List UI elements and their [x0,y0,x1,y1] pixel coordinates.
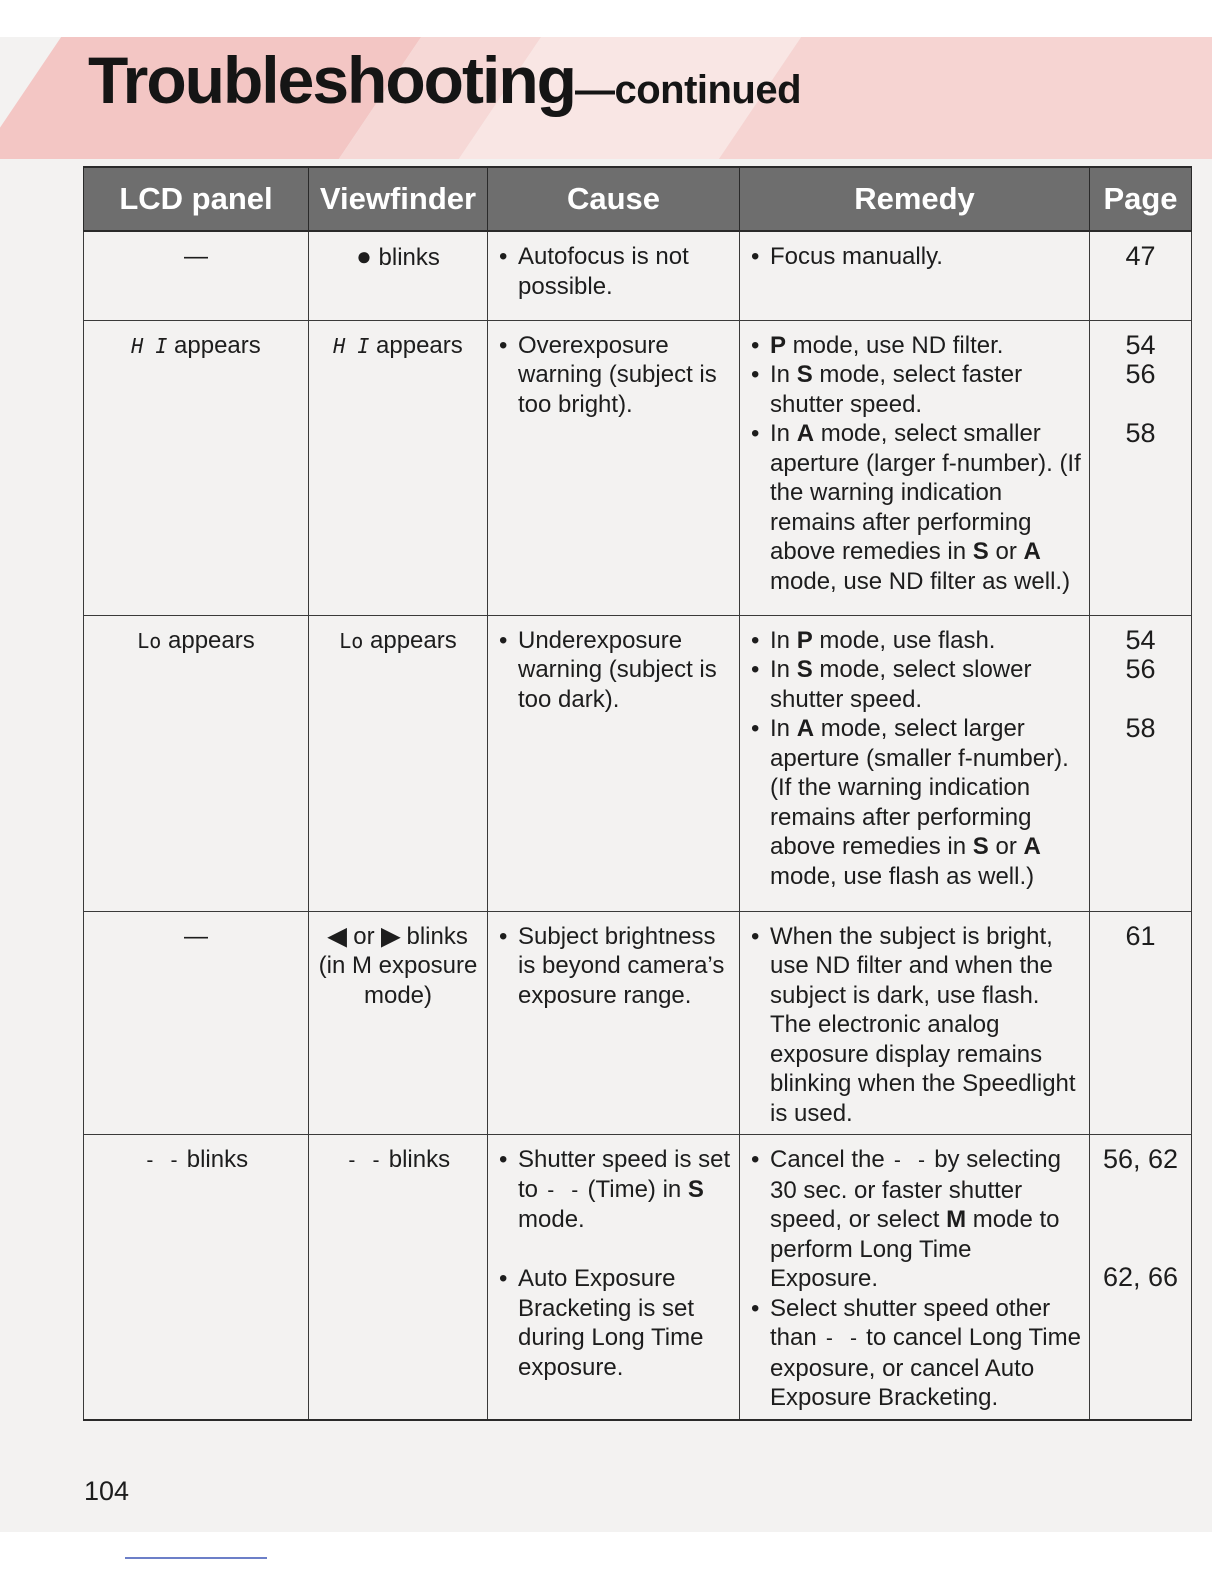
time-symbol-icon: - - [823,1326,860,1350]
bottom-rule [125,1557,267,1559]
remedy-text: by selecting 30 sec. or faster shutter speed, or select [770,1146,1061,1233]
remedy-text: mode, select faster shutter speed. [770,361,1023,418]
page-ref: 56 [1125,654,1156,684]
lcd-cell [84,320,309,615]
lcd-cell [84,615,309,911]
cause-item: • Autofocus is not possible. [496,242,735,301]
remedy-text: mode, use flash. [812,626,996,654]
lcd-cell [84,1135,309,1420]
mode-letter: P [796,626,813,654]
viewfinder-note: (in M exposure mode) [318,952,478,1009]
hi-symbol-icon: H I [131,333,168,358]
focus-dot-icon: ● [356,241,372,271]
remedy-text: mode, select larger aperture (smaller f-number). (If the warning indication remains after performing above remedies in [770,715,1069,860]
remedy-text: Select shutter speed other than [770,1294,1051,1351]
page-ref: 54 [1125,329,1156,360]
page-ref: 58 [1125,713,1156,743]
page-title [88,42,801,118]
viewfinder-cell [309,320,488,615]
viewfinder-text: blinks [399,922,468,950]
lo-symbol-icon: Lo [137,628,162,653]
cause-cell [488,1135,740,1420]
remedy-item [748,626,1085,656]
mode-letter: S [687,1175,704,1203]
header-viewfinder: Viewfinder [309,167,488,231]
page-cell [1090,320,1192,615]
lcd-cell [84,911,309,1135]
remedy-cell [740,1135,1090,1420]
table-row [84,615,1192,911]
remedy-item [748,714,1085,891]
mode-letter: A [1023,538,1041,565]
remedy-text: mode, use ND filter as well.) [770,567,1071,595]
cause-text: Shutter speed is set to [518,1146,731,1203]
header-lcd-panel: LCD panel [84,167,309,231]
remedy-text: In [770,361,797,388]
remedy-item [748,331,1085,361]
mode-letter: P [770,331,787,359]
page-title-suffix: —continued [574,68,802,112]
cause-text: (Time) in [580,1175,688,1203]
time-symbol-icon: - - [143,1148,181,1172]
viewfinder-text: appears [363,626,457,654]
viewfinder-cell [309,231,488,320]
lcd-text: blinks [180,1146,249,1173]
mode-letter: S [972,833,989,860]
page-ref: 58 [1125,418,1156,448]
remedy-text: or [988,833,1024,860]
page-ref: 47 [1125,241,1156,271]
mode-letter: A [796,420,815,447]
page-ref: 56, 62 [1102,1144,1179,1174]
remedy-item: • Focus manually. [748,242,1085,272]
table-row [84,1135,1192,1420]
time-symbol-icon: - - [544,1177,581,1202]
remedy-item [748,419,1085,596]
viewfinder-cell [309,615,488,911]
viewfinder-cell [309,911,488,1135]
remedy-text: to cancel Long Time exposure, or cancel Auto Exposure Bracketing. [770,1324,1081,1411]
lcd-text: appears [167,331,261,359]
remedy-text: mode to perform Long Time Exposure. [770,1206,1060,1292]
remedy-item [748,1145,1085,1294]
page-ref: 62, 66 [1102,1262,1179,1292]
page-cell [1090,231,1192,320]
table-row [84,911,1192,1135]
header-cause: Cause [488,167,740,231]
table-header-row [84,167,1192,231]
remedy-text: In [770,715,797,742]
remedy-text: or [988,538,1024,565]
cause-item [496,1145,735,1235]
cause-item: • Subject brightness is beyond camera’s exposure range. [496,922,735,1011]
remedy-text: In [770,626,797,654]
remedy-text: Cancel the [770,1146,892,1173]
remedy-item [748,655,1085,714]
remedy-cell [740,911,1090,1135]
troubleshooting-table [83,166,1192,1421]
cause-item: • Overexposure warning (subject is too bright). [496,331,735,420]
lo-symbol-icon: Lo [339,628,364,653]
table-row [84,320,1192,615]
lcd-dash: — [184,922,208,950]
remedy-cell [740,320,1090,615]
remedy-text: mode, use flash as well.) [770,862,1035,890]
page-cell [1090,615,1192,911]
viewfinder-text: blinks [371,244,440,271]
time-symbol-icon: - - [345,1148,383,1172]
cause-cell [488,231,740,320]
remedy-item: • When the subject is bright, use ND filter and when the subject is dark, use flash. The electronic analog exposure display remains blinking when the Speedlight is used. [748,922,1085,1129]
table-row [84,231,1192,320]
cause-cell [488,615,740,911]
page-ref: 56 [1125,359,1156,389]
remedy-text: mode, use ND filter. [786,331,1004,359]
lcd-text: appears [161,626,255,654]
header-remedy: Remedy [740,167,1090,231]
mode-letter: S [972,538,989,565]
mode-letter: A [796,715,815,742]
remedy-text: mode, select slower shutter speed. [770,656,1032,713]
mode-letter: A [1023,833,1041,860]
page-ref: 54 [1125,624,1156,655]
page-cell [1090,911,1192,1135]
mode-letter: S [796,361,813,388]
cause-text: mode. [518,1206,585,1233]
page-ref: 61 [1125,920,1156,951]
right-arrow-icon: ▶ [381,922,400,950]
lcd-cell [84,231,309,320]
hi-symbol-icon: H I [333,333,370,358]
page-number: 104 [84,1476,130,1506]
cause-item: • Auto Exposure Bracketing is set during Long Time exposure. [496,1264,735,1382]
cause-cell [488,911,740,1135]
mode-letter: M [946,1206,967,1233]
time-symbol-icon: - - [891,1148,928,1172]
page-title-main: Troubleshooting [88,43,575,117]
remedy-cell [740,615,1090,911]
remedy-text: In [770,656,797,683]
cause-cell [488,320,740,615]
lcd-dash: — [184,243,208,270]
viewfinder-text: blinks [382,1146,451,1173]
remedy-item [748,360,1085,419]
left-arrow-icon: ◀ [328,922,347,950]
viewfinder-text: or [346,922,382,950]
viewfinder-text: appears [369,331,463,359]
mode-letter: S [796,656,813,683]
remedy-text: mode, select smaller aperture (larger f-number). (If the warning indication remains after performing above remedies in [770,420,1081,565]
header-page: Page [1090,167,1192,231]
remedy-cell [740,231,1090,320]
cause-item: • Underexposure warning (subject is too dark). [496,626,735,715]
remedy-item [748,1294,1085,1413]
remedy-text: In [770,420,797,447]
page-cell [1090,1135,1192,1420]
viewfinder-cell [309,1135,488,1420]
